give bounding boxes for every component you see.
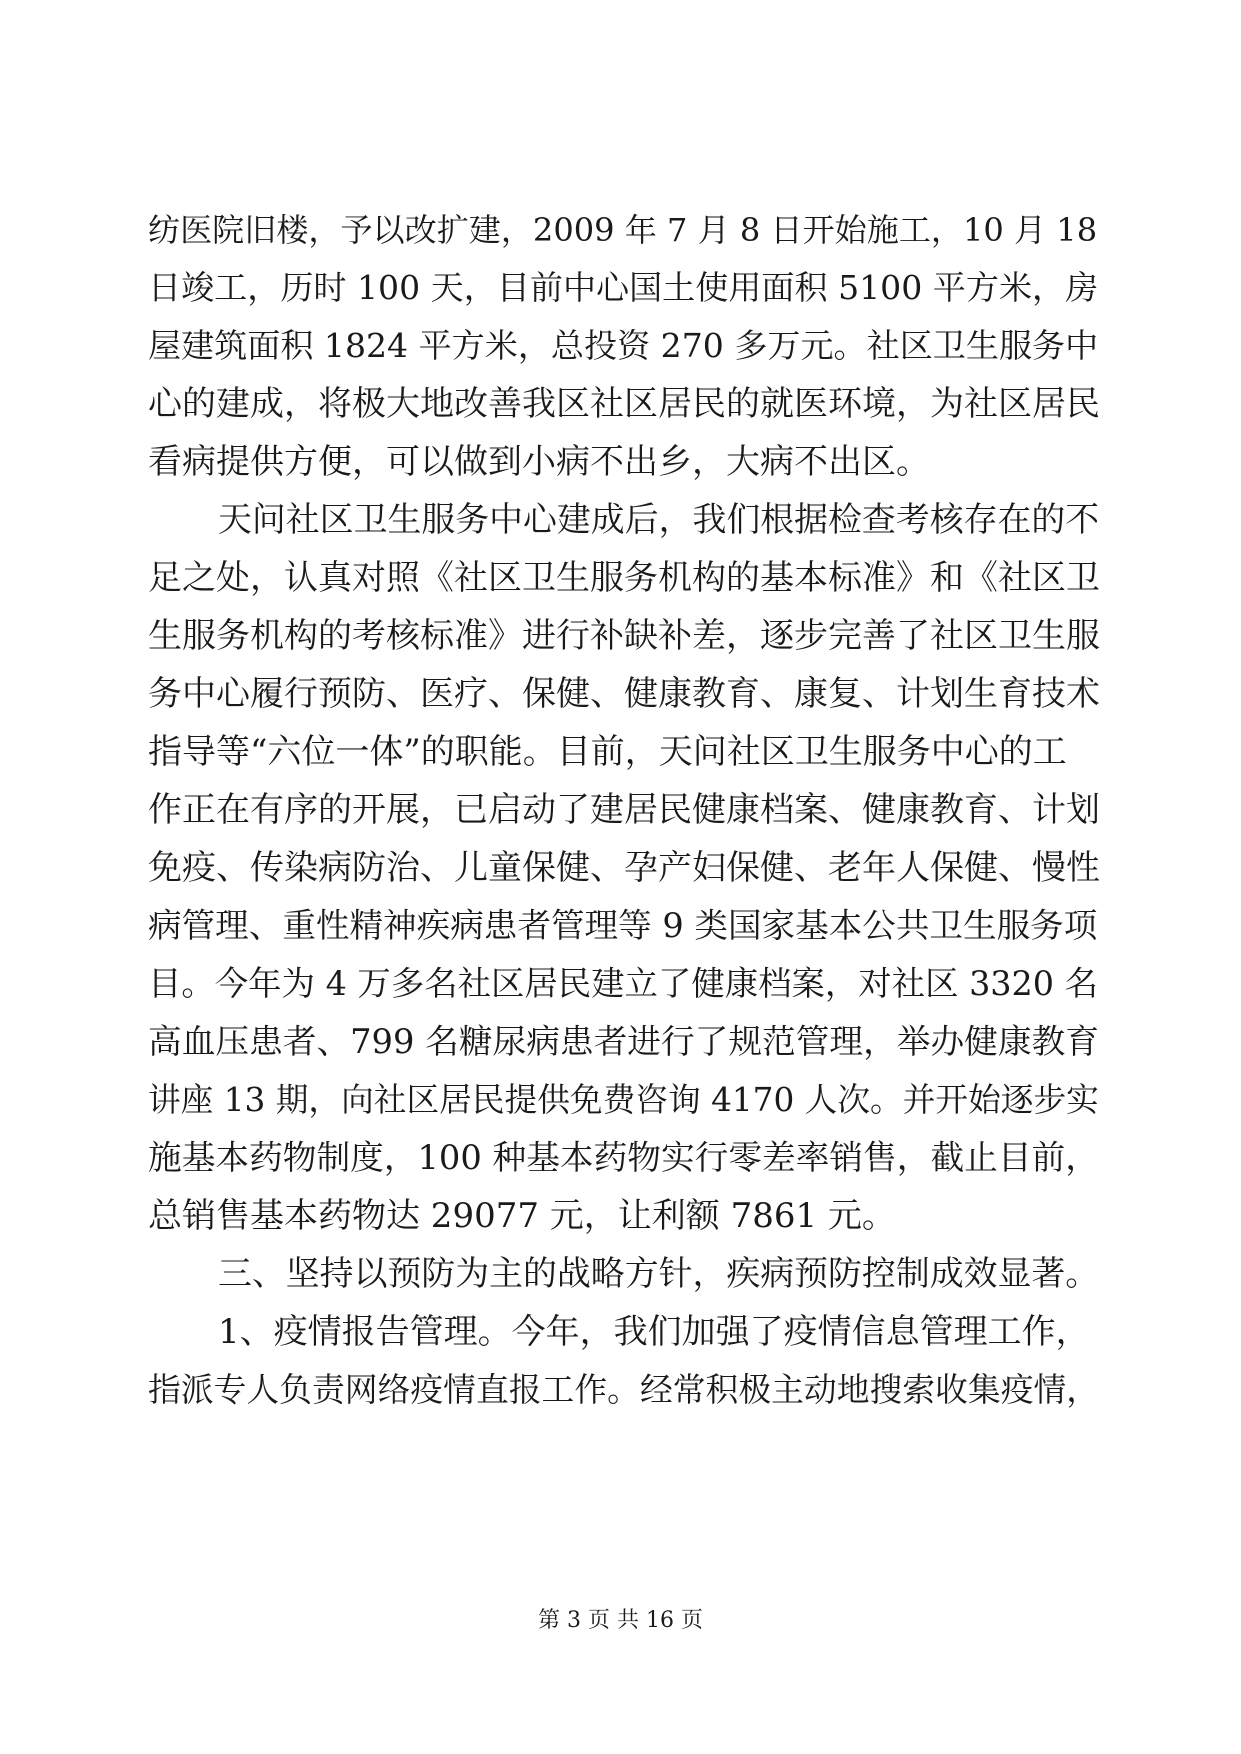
text-line: 纺医院旧楼，予以改扩建，2009 年 7 月 8 日开始施工，10 月 18 — [148, 211, 1098, 249]
text-line: 指派专人负责网络疫情直报工作。经常积极主动地搜索收集疫情， — [148, 1371, 1100, 1409]
text-line: 指导等“六位一体”的职能。目前，天问社区卫生服务中心的工 — [148, 732, 1067, 772]
text-line: 屋建筑面积 1824 平方米，总投资 270 多万元。社区卫生服务中 — [148, 326, 1099, 365]
text-line: 施基本药物制度，100 种基本药物实行零差率销售，截止目前， — [148, 1138, 1099, 1177]
text-line: 总销售基本药物达 29077 元，让利额 7861 元。 — [148, 1196, 896, 1236]
section-heading: 三、坚持以预防为主的战略方针，疾病预防控制成效显著。 — [218, 1254, 1100, 1293]
text-line: 目。今年为 4 万多名社区居民建立了健康档案，对社区 3320 名 — [148, 964, 1099, 1003]
paragraph-first-line: 1、疫情报告管理。今年，我们加强了疫情信息管理工作， — [218, 1312, 1090, 1352]
text-line: 足之处，认真对照《社区卫生服务机构的基本标准》和《社区卫 — [148, 558, 1100, 598]
text-line: 讲座 13 期，向社区居民提供免费咨询 4170 人次。并开始逐步实 — [148, 1081, 1099, 1119]
text-line: 病管理、重性精神疾病患者管理等 9 类国家基本公共卫生服务项 — [148, 906, 1098, 945]
text-line: 日竣工，历时 100 天，目前中心国土使用面积 5100 平方米，房 — [148, 268, 1099, 307]
text-line: 心的建成，将极大地改善我区社区居民的就医环境，为社区居民 — [148, 384, 1100, 424]
text-line: 免疫、传染病防治、儿童保健、孕产妇保健、老年人保健、慢性 — [148, 848, 1100, 888]
paragraph-first-line: 天问社区卫生服务中心建成后，我们根据检查考核存在的不 — [218, 500, 1100, 539]
text-line: 务中心履行预防、医疗、保健、健康教育、康复、计划生育技术 — [148, 674, 1100, 714]
text-line: 生服务机构的考核标准》进行补缺补差，逐步完善了社区卫生服 — [148, 616, 1100, 656]
page-number-footer: 第 3 页 共 16 页 — [538, 1608, 703, 1633]
text-line: 作正在有序的开展，已启动了建居民健康档案、健康教育、计划 — [148, 790, 1100, 830]
text-line: 高血压患者、799 名糖尿病患者进行了规范管理，举办健康教育 — [148, 1022, 1099, 1061]
text-line: 看病提供方便，可以做到小病不出乡，大病不出区。 — [148, 442, 930, 482]
